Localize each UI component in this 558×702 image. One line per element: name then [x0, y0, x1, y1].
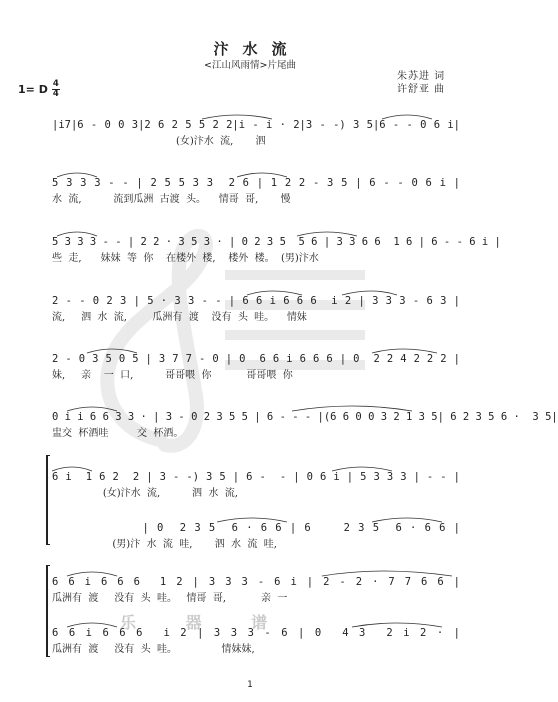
score-row-10	[52, 626, 460, 666]
notation-line: 6 6 i 6 6 6 i 2 | 3 3 3 - 6 | 0 4 3 2 i 2 · |	[52, 627, 460, 639]
lyrics-line: 盅交 杯酒哇 交 杯酒。	[52, 428, 184, 439]
song-title: 汴水流	[213, 40, 301, 58]
notation-line: | 0 2 3 5 6 · 6 6 | 6 2 3 5 6 · 6 6 |	[52, 522, 460, 534]
lyrics-line: (女)汴水 流, 泗 水 流,	[52, 488, 238, 499]
lyricist-credit: 朱苏进 词	[397, 71, 446, 82]
lyrics-line: 些 走, 妹妹 等 你 在楼外 楼, 楼外 楼。 (男)汴水	[52, 253, 319, 264]
system-brace-top	[46, 455, 48, 545]
score-row-8	[52, 521, 460, 561]
lyrics-line: 瓜洲有 渡 没有 头 哇。 情哥 哥, 亲 一	[52, 593, 288, 604]
score-row-9	[52, 575, 460, 615]
notation-line: 0 i i 6 6 3 3 · | 3 - 0 2 3 5 5 | 6 - - - |(6 6 0 0 3 2 1 3 5| 6 2 3 5 6 · 3 5|	[52, 411, 558, 423]
time-signature	[52, 80, 60, 99]
lyrics-line: 水 流, 流到瓜洲 古渡 头。 情哥 哥, 慢	[52, 194, 291, 205]
meter-top: 4	[52, 79, 59, 89]
notation-line: 5 3 3 3 - - | 2 5 5 3 3 2 6 | 1 2 2 - 3 5 | 6 - - 0 6 i |	[52, 177, 460, 189]
notation-line: 5 3 3 3 - - | 2 2 · 3 5 3 · | 0 2 3 5 5 6 | 3 3 6 6 1 6 | 6 - - 6 i |	[52, 236, 501, 248]
score-row-4	[52, 294, 460, 334]
lyrics-line: 流, 泗 水 流, 瓜洲有 渡 没有 头 哇。 情妹	[52, 312, 307, 323]
key-label: 1= D	[18, 83, 48, 96]
system-brace-bottom	[46, 565, 48, 657]
brace-hook	[46, 544, 50, 545]
song-subtitle: <江山风雨情>片尾曲	[204, 60, 296, 71]
notation-line: |i7|6 - 0 0 3|2 6 2 5 5 2 2|i - i · 2|3 - -) 3 5|6 - - 0 6 i|	[52, 119, 460, 131]
brace-hook	[46, 565, 50, 566]
score-row-1	[52, 118, 460, 158]
page-number: 1	[247, 680, 253, 690]
brace-hook	[46, 656, 50, 657]
brace-hook	[46, 455, 50, 456]
notation-line: 6 6 i 6 6 6 1 2 | 3 3 3 - 6 i | 2 - 2 · 7 7 6 6 |	[52, 576, 460, 588]
score-row-3	[52, 235, 501, 275]
score-row-7	[52, 470, 460, 510]
score-row-2	[52, 176, 460, 216]
notation-line: 2 - 0 3 5 0 5 | 3 7 7 - 0 | 0 6 6 i 6 6 6 | 0 2 2 4 2 2 2 |	[52, 353, 460, 365]
lyrics-line: 妹, 亲 一 口, 哥哥喂 你 哥哥喂 你	[52, 370, 293, 381]
score-row-5	[52, 352, 460, 392]
meter-bottom: 4	[52, 89, 59, 99]
score-row-6	[52, 410, 558, 450]
watermark-brand: 乐 器 谱	[120, 613, 290, 632]
lyrics-line: (男)汴 水 流 哇, 泗 水 流 哇,	[52, 539, 277, 550]
composer-credit: 许舒亚 曲	[397, 84, 446, 95]
notation-line: 2 - - 0 2 3 | 5 · 3 3 - - | 6 6 i 6 6 6 i 2 | 3 3 3 - 6 3 |	[52, 295, 460, 307]
lyrics-line: (女)汴水 流, 泗	[52, 136, 266, 147]
lyrics-line: 瓜洲有 渡 没有 头 哇。 情妹妹,	[52, 644, 255, 655]
notation-line: 6 i 1 6 2 2 | 3 - -) 3 5 | 6 - - | 0 6 i | 5 3 3 3 | - - |	[52, 471, 460, 483]
key-signature	[18, 80, 60, 99]
